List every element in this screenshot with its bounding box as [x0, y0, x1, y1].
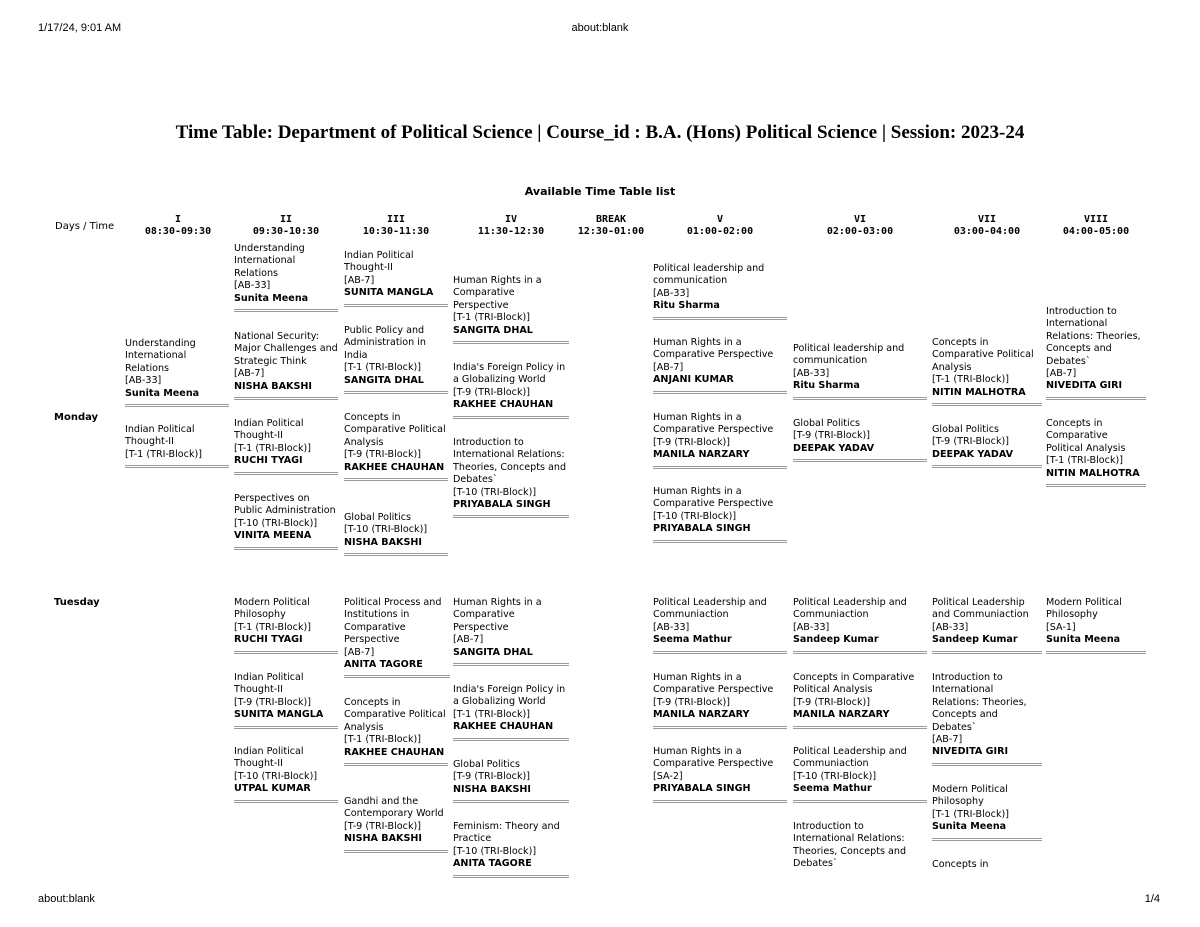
day-label-tuesday: Tuesday	[54, 597, 100, 608]
print-datetime: 1/17/24, 9:01 AM	[38, 22, 122, 34]
print-url: about:blank	[571, 22, 629, 34]
timetable-entry: India's Foreign Policy in a Globalizing World [T-1 (TRI-Block)] RAKHEE CHAUHAN	[453, 684, 569, 741]
timetable-entry: Political Leadership and Communiaction [AB-33] Sandeep Kumar	[932, 597, 1042, 654]
timetable-entry: Feminism: Theory and Practice [T-10 (TRI-Block)] ANITA TAGORE	[453, 821, 569, 878]
timetable-entry: Indian Political Thought-II [AB-7] SUNITA MANGLA	[344, 250, 448, 307]
timetable-entry: Political Leadership and Communiaction [AB-33] Seema Mathur	[653, 597, 787, 654]
timetable-entry: Understanding International Relations [AB-33] Sunita Meena	[125, 338, 229, 407]
timetable-entry: Modern Political Philosophy [SA-1] Sunita Meena	[1046, 597, 1146, 654]
timetable-entry: Concepts in Comparative Political Analysis [T-9 (TRI-Block)] MANILA NARZARY	[793, 672, 927, 729]
timetable-entry: Global Politics [T-9 (TRI-Block)] DEEPAK YADAV	[793, 418, 927, 462]
timetable-entry: Indian Political Thought-II [T-1 (TRI-Block)] RUCHI TYAGI	[234, 418, 338, 475]
timetable-entry: Global Politics [T-9 (TRI-Block)] NISHA BAKSHI	[453, 759, 569, 803]
page-title: Time Table: Department of Political Science | Course_id : B.A. (Hons) Political Science | Session: 2023-24	[175, 122, 1025, 143]
timetable-entry: Indian Political Thought-II [T-10 (TRI-Block)] UTPAL KUMAR	[234, 746, 338, 803]
timetable-entry: Political leadership and communication [AB-33] Ritu Sharma	[653, 263, 787, 320]
timetable-entry: Concepts in Comparative Political Analysis [T-1 (TRI-Block)] RAKHEE CHAUHAN	[344, 697, 448, 766]
column-header: VIII 04:00-05:00	[1062, 214, 1130, 237]
timetable-entry: Indian Political Thought-II [T-1 (TRI-Block)]	[125, 424, 229, 468]
timetable-entry: Human Rights in a Comparative Perspective [T-1 (TRI-Block)] SANGITA DHAL	[453, 275, 569, 344]
column-header: II 09:30-10:30	[252, 214, 320, 237]
timetable-entry: Human Rights in a Comparative Perspective [AB-7] SANGITA DHAL	[453, 597, 569, 666]
timetable-entry: Public Policy and Administration in India [T-1 (TRI-Block)] SANGITA DHAL	[344, 325, 448, 394]
timetable-entry: Introduction to International Relations: Theories, Concepts and Debates`	[793, 821, 907, 870]
timetable-entry: Political Process and Institutions in Comparative Perspective [AB-7] ANITA TAGORE	[344, 597, 450, 678]
day-label-monday: Monday	[54, 412, 99, 423]
column-header: I 08:30-09:30	[144, 214, 212, 237]
page-number: 1/4	[1144, 893, 1160, 905]
column-header: IV 11:30-12:30	[477, 214, 545, 237]
timetable-entry: Political leadership and communication [AB-33] Ritu Sharma	[793, 343, 927, 400]
timetable-entry: Understanding International Relations [AB-33] Sunita Meena	[234, 243, 338, 312]
timetable-entry: Political Leadership and Communiaction [T-10 (TRI-Block)] Seema Mathur	[793, 746, 927, 803]
timetable-entry: Introduction to International Relations: Theories, Concepts and Debates` [AB-7] NIVEDITA GIRI	[1046, 306, 1146, 400]
column-header-break: BREAK 12:30-01:00	[577, 214, 645, 237]
timetable-entry: Indian Political Thought-II [T-9 (TRI-Block)] SUNITA MANGLA	[234, 672, 338, 729]
column-header: VI 02:00-03:00	[826, 214, 894, 237]
timetable-entry: Human Rights in a Comparative Perspective [SA-2] PRIYABALA SINGH	[653, 746, 787, 803]
timetable-entry: Modern Political Philosophy [T-1 (TRI-Block)] RUCHI TYAGI	[234, 597, 338, 654]
timetable-list-title: Available Time Table list	[524, 185, 676, 198]
column-header: III 10:30-11:30	[362, 214, 430, 237]
timetable-entry: Human Rights in a Comparative Perspective [T-9 (TRI-Block)] MANILA NARZARY	[653, 672, 787, 729]
timetable-entry: Concepts in Comparative Political Analysis [T-1 (TRI-Block)] NITIN MALHOTRA	[932, 337, 1042, 406]
timetable-entry: Global Politics [T-10 (TRI-Block)] NISHA BAKSHI	[344, 512, 448, 556]
timetable-entry: Human Rights in a Comparative Perspective [T-9 (TRI-Block)] MANILA NARZARY	[653, 412, 787, 469]
timetable-entry: Political Leadership and Communiaction [AB-33] Sandeep Kumar	[793, 597, 927, 654]
column-header: V 01:00-02:00	[686, 214, 754, 237]
timetable-entry: India's Foreign Policy in a Globalizing World [T-9 (TRI-Block)] RAKHEE CHAUHAN	[453, 362, 569, 419]
timetable-entry: Concepts in Comparative Political Analysis [T-9 (TRI-Block)] RAKHEE CHAUHAN	[344, 412, 448, 481]
timetable-entry: Concepts in Comparative Political Analysis [T-1 (TRI-Block)] NITIN MALHOTRA	[1046, 418, 1146, 487]
timetable-entry: Perspectives on Public Administration [T-10 (TRI-Block)] VINITA MEENA	[234, 493, 338, 550]
footer-url: about:blank	[38, 893, 95, 905]
timetable-entry: Human Rights in a Comparative Perspective [AB-7] ANJANI KUMAR	[653, 337, 787, 394]
column-header: VII 03:00-04:00	[953, 214, 1021, 237]
timetable-entry: Global Politics [T-9 (TRI-Block)] DEEPAK YADAV	[932, 424, 1042, 468]
timetable-entry: National Security: Major Challenges and Strategic Think [AB-7] NISHA BAKSHI	[234, 331, 338, 400]
timetable-entry: Modern Political Philosophy [T-1 (TRI-Block)] Sunita Meena	[932, 784, 1042, 841]
timetable-entry: Introduction to International Relations: Theories, Concepts and Debates` [T-10 (TRI-Block)] PRIYABALA SINGH	[453, 437, 569, 518]
timetable-entry: Human Rights in a Comparative Perspective [T-10 (TRI-Block)] PRIYABALA SINGH	[653, 486, 787, 543]
timetable-entry: Introduction to International Relations: Theories, Concepts and Debates` [AB-7] NIVEDITA GIRI	[932, 672, 1042, 766]
days-time-header: Days / Time	[55, 221, 115, 232]
timetable-entry: Concepts in	[932, 859, 989, 870]
timetable-entry: Gandhi and the Contemporary World [T-9 (TRI-Block)] NISHA BAKSHI	[344, 796, 448, 853]
